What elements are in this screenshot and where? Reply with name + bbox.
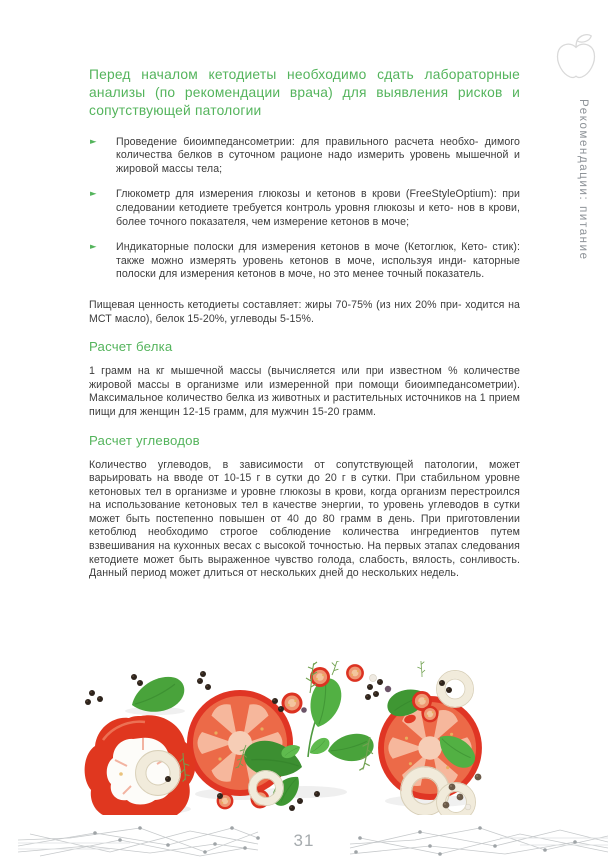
bullet-text: Индикаторные полоски для измерения кетонов в моче (Кетоглюк, Кето- стик): также можно измерять уровень кетонов в моче, используя инди- каторные полоски для измерения кетонов в моче, но это менее точный показатель.	[116, 241, 520, 281]
list-item	[89, 136, 520, 177]
bullet-arrow-icon: ►	[90, 189, 97, 200]
list-item	[89, 188, 520, 229]
nutrition-paragraph: Пищевая ценность кетодиеты составляет: жиры 70-75% (из них 20% при- ходится на МСТ масло), белок 15-20%, углеводы 5-15%.	[89, 298, 520, 325]
carbs-paragraph: Количество углеводов, в зависимости от сопутствующей патологии, может варьировать на вводе от 10-15 г в сутки до 20 г в сутки. При стабильном уровне кетоновых тел в организме и уровне глюкозы в крови, когда организм перестроился на использование кетоновых тел в качестве энергии, то уровень углеводов в сутки может быть постепенно повышен от 40 до 80 грамм в день. При приготовлении кетоблюд необходимо строгое соблюдение количества ингредиентов путем взвешивания на кухонных весах с высокой точностью. На первых этапах следования кетодиете может быть выраженное чувство голода, слабость, вялость, сонливость. Данный период может длиться от нескольких дней до нескольких недель.	[89, 458, 520, 580]
page-number: 31	[293, 831, 315, 850]
sidebar-vertical-label: Рекомендации: питание	[577, 99, 589, 261]
bullet-arrow-icon: ►	[90, 136, 97, 147]
content-column	[89, 66, 520, 591]
bullet-text: Проведение биоимпедансометрии: для правильного расчета необхо- димого количества белков в суточном рационе надо измерить уровень мышечной и жировой массы тела;	[116, 135, 520, 175]
bullet-text: Глюкометр для измерения глюкозы и кетонов в крови (FreeStyleOptium): при следовании кетодиете требуется контроль уровня глюкозы и кето- нов в крови, более точного показателя, чем измерение кетонов в моче;	[116, 188, 520, 228]
list-item	[89, 241, 520, 282]
section-heading-carbs: Расчет углеводов	[89, 432, 200, 448]
intro-heading: Перед началом кетодиеты необходимо сдать лабораторные анализы (по рекомендации врача) для выявления рисков и сопутствующей патологии	[89, 67, 520, 119]
tomato-basil-illustration	[70, 661, 485, 815]
food-photo	[70, 661, 485, 815]
bullet-arrow-icon: ►	[90, 242, 97, 253]
apple-icon	[554, 31, 598, 83]
protein-paragraph: 1 грамм на кг мышечной массы (вычисляется или при известном % количестве жировой массы в организме или измеренной при помощи биоимпедансометрии). Максимальное количество белка из животных и растительных источников на 1 прием пищи для женщин 12-15 грамм, для мужчин 15-20 грамм.	[89, 365, 520, 418]
bullet-list	[89, 136, 520, 282]
section-heading-protein: Расчет белка	[89, 339, 173, 355]
